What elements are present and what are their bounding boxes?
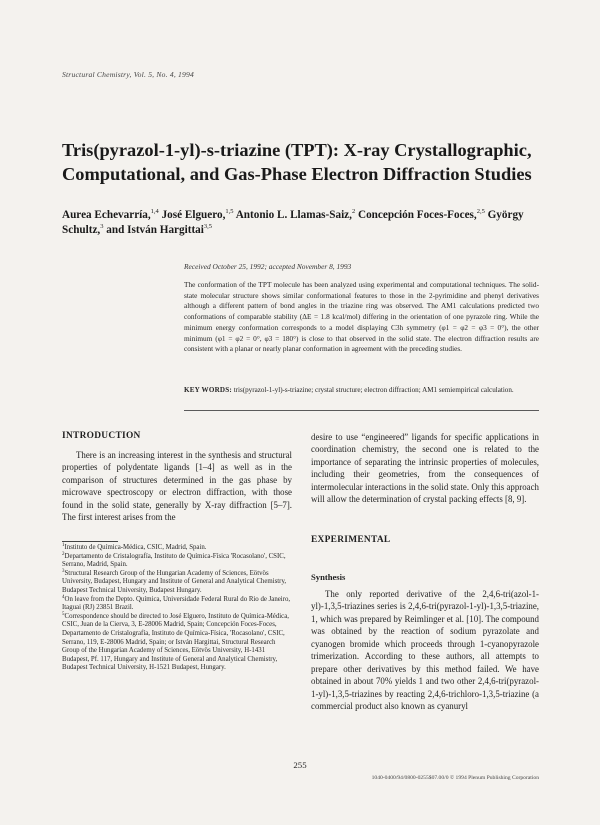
footnote-divider <box>62 541 118 542</box>
footnote: $^2$Departamento de Cristalografía, Instituto de Química-Física 'Rocasolano', CSIC, Serrano, Madrid, Spain. <box>62 551 286 569</box>
keywords-label: KEY WORDS: <box>184 386 232 394</box>
paragraph: The only reported derivative of the 2,4,6-tri(azol-1-yl)-1,3,5-triazines series is 2,4,6-tri(pyrazol-1-yl)-1,3,5-triazine, 1, which was prepared by Reimlinger et al. [10]. The compound was obtained by the reaction of sodium pyrazolate and cyanogen bromide which proceeds through 1-cyanopyrazole trimerization. According to these authors, all attempts to prepare other derivatives by this method failed. We have obtained in about 70% yields 1 and two other 2,4,6-tri(pyrazol-1-yl)-1,3,5-triazines by reacting 2,4,6-trichloro-1,3,5-triazine (a commercial product also known as cyanuryl <box>311 589 539 712</box>
author: György Schultz,$^3$ <box>62 209 524 236</box>
abstract-divider <box>184 410 539 411</box>
keywords <box>184 385 539 395</box>
introduction-continued <box>311 431 539 506</box>
paragraph: There is an increasing interest in the synthesis and structural properties of polydentate ligands [1–4] as well as in the comparison of structures determined in the gas phase by microwave spectroscopy or electron diffraction, with those found in the solid state, generally by X-ray diffraction [5–7]. The first interest arises from the <box>62 450 292 523</box>
footnote: $^4$On leave from the Depto. Química, Universidade Federal Rural do Rio de Janeiro, Itaguai (RJ) 23851 Brazil. <box>62 594 291 612</box>
copyright-line: 1040-0400/94/0800-0255$07.00/0 © 1994 Plenum Publishing Corporation <box>371 775 539 781</box>
introduction-heading: INTRODUCTION <box>62 431 141 441</box>
author: José Elguero,$^{1,5}$ <box>161 208 234 221</box>
keywords-text: tris(pyrazol-1-yl)-s-triazine; crystal structure; electron diffraction; AM1 semiempirical calculation. <box>233 386 514 394</box>
paragraph: desire to use “engineered” ligands for specific applications in coordination chemistry, the second one is related to the importance of separating the intrinsic properties of molecules, including their geometries, from the consequences of intermolecular interactions in the solid state. Only this approach will allow the determination of crystal packing effects [8, 9]. <box>311 432 539 505</box>
abstract-text: The conformation of the TPT molecule has been analyzed using experimental and computational techniques. The solid-state molecular structure shows similar conformational features to those in the 2-pyrimidine and phenyl derivatives although a different pattern of bond angles in the triazine ring was observed. The AM1 calculations predicted two conformations of comparable stability (ΔE = 1.8 kcal/mol) differing in the orientation of one pyrazole ring. While the minimum energy conformation corresponds to a model displaying C3h symmetry (φ1 = φ2 = φ3 = 0°), the other minimum (φ1 = φ2 = 0°, φ3 = 180°) is close to that observed in the solid state. The electron diffraction results are consistent with a planar or nearly planar conformation in agreement with the preceding studies. <box>184 280 539 354</box>
abstract <box>184 280 539 355</box>
author: Aurea Echevarría,$^{1,4}$ <box>62 208 159 221</box>
footnote: $^3$Structural Research Group of the Hungarian Academy of Sciences, Eötvös University, Budapest, Hungary and Institute of General and Analytical Chemistry, Budapest Technical University, Budapest Hungary. <box>62 568 287 594</box>
introduction-body <box>62 449 292 524</box>
received-date: Received October 25, 1992; accepted November 8, 1993 <box>184 262 352 271</box>
page-number: 255 <box>293 760 307 770</box>
synthesis-body <box>311 588 539 713</box>
author: Antonio L. Llamas-Saiz,$^2$ <box>235 208 356 221</box>
footnote: $^5$Correspondence should be directed to José Elguero, Instituto de Química-Médica, CSIC, Juan de la Cierva, 3, E-28006 Madrid, Spain; Concepción Foces-Foces, Departamento de Cristalografía, Instituto de Química-Física, 'Rocasolano', CSIC, Serrano, 119, E-28006 Madrid, Spain; or István Hargittai, Structural Research Group of the Hungarian Academy of Sciences, Eötvös University, H-1431 Budapest, Pf. 117, Hungary and Institute of General and Analytical Chemistry, Budapest Technical University, H-1521 Budapest, Hungary. <box>62 611 289 672</box>
synthesis-heading: Synthesis <box>311 572 346 582</box>
footnotes <box>62 544 292 673</box>
author-list <box>62 208 547 237</box>
article-title: Tris(pyrazol-1-yl)-s-triazine (TPT): X-ray Crystallographic, Computational, and Gas-Phase Electron Diffraction Studies <box>62 140 532 184</box>
footnote: $^1$Instituto de Química-Médica, CSIC, Madrid, Spain. <box>62 543 207 551</box>
journal-header: Structural Chemistry, Vol. 5, No. 4, 1994 <box>62 70 195 79</box>
author: and István Hargittai$^{3,5}$ <box>106 222 212 236</box>
author: Concepción Foces-Foces,$^{2,5}$ <box>358 208 485 221</box>
experimental-heading: EXPERIMENTAL <box>311 535 391 545</box>
